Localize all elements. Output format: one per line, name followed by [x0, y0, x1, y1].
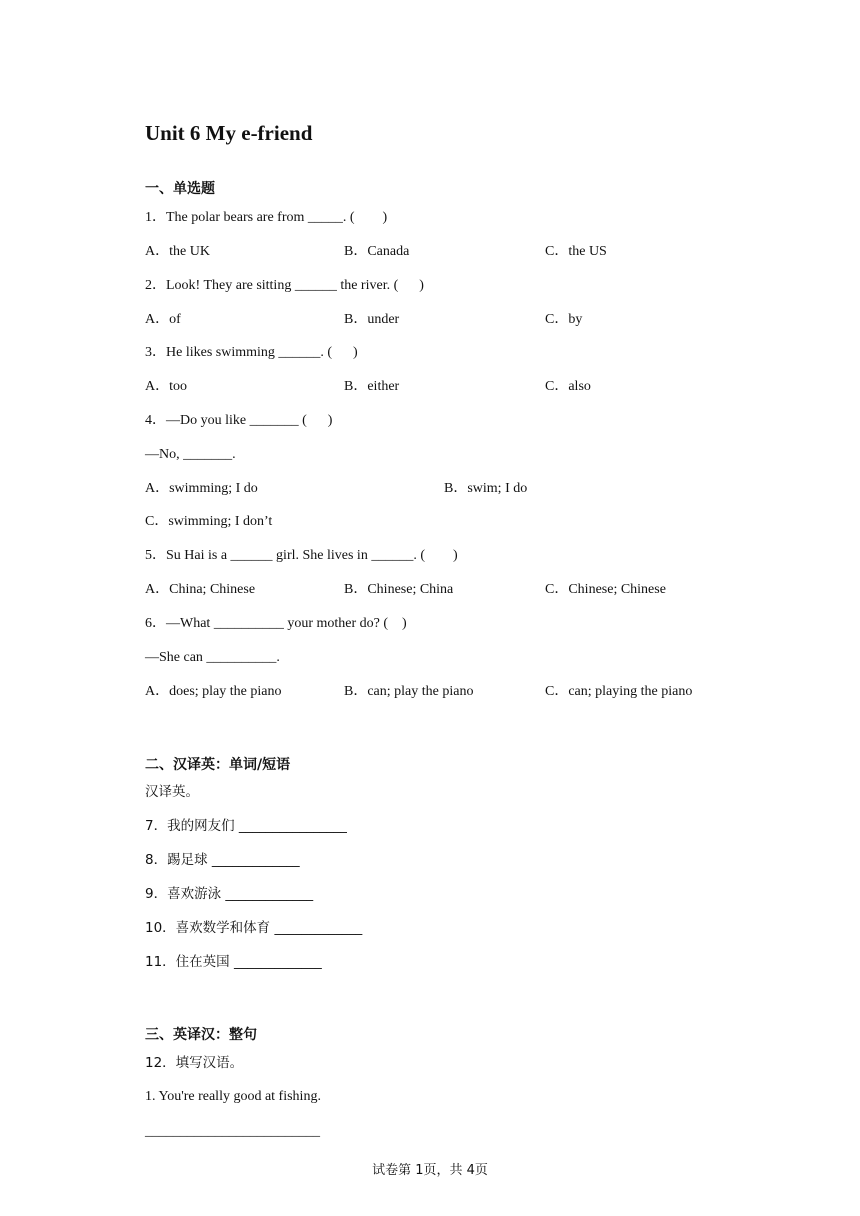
- question-6-stem: 6．—What __________ your mother do? ( ): [145, 616, 407, 631]
- question-4-option-b: B．swim; I do: [444, 481, 528, 496]
- question-9: 9．喜欢游泳 _____________: [145, 886, 314, 902]
- part2-instruction: 汉译英。: [145, 784, 199, 800]
- question-6-option-a: A．does; play the piano: [145, 684, 282, 699]
- page-title: Unit 6 My e-friend: [145, 121, 313, 145]
- question-1-option-a: A．the UK: [145, 244, 210, 259]
- question-3-option-c: C．also: [545, 379, 591, 394]
- question-4-stem: 4．—Do you like _______ ( ): [145, 413, 333, 428]
- answer-line: _________________________: [145, 1124, 320, 1139]
- question-4-option-a: A．swimming; I do: [145, 481, 258, 496]
- question-3-option-b: B．either: [344, 379, 400, 394]
- question-2-option-c: C．by: [545, 312, 583, 327]
- question-6-response: —She can __________.: [145, 650, 280, 665]
- section-heading-chinese-to-english: 二、汉译英：单词/短语: [145, 757, 291, 773]
- question-4-option-c: C．swimming; I don’t: [145, 514, 273, 529]
- question-5-option-b: B．Chinese; China: [344, 582, 454, 597]
- section-heading-single-choice: 一、单选题: [145, 181, 215, 197]
- question-2-option-b: B．under: [344, 312, 400, 327]
- question-7: 7．我的网友们 ________________: [145, 818, 347, 834]
- question-4-response: —No, _______.: [145, 447, 236, 462]
- question-2-stem: 2．Look! They are sitting ______ the river. ( ): [145, 278, 424, 293]
- question-5-option-a: A．China; Chinese: [145, 582, 256, 597]
- question-12-sentence-1: 1. You're really good at fishing.: [145, 1089, 321, 1104]
- question-3-stem: 3．He likes swimming ______. ( ): [145, 345, 358, 360]
- question-12: 12．填写汉语。: [145, 1055, 244, 1071]
- question-11: 11．住在英国 _____________: [145, 954, 322, 970]
- question-6-option-c: C．can; playing the piano: [545, 684, 693, 699]
- question-1-option-c: C．the US: [545, 244, 607, 259]
- section-heading-english-to-chinese: 三、英译汉：整句: [145, 1027, 257, 1043]
- question-5-option-c: C．Chinese; Chinese: [545, 582, 666, 597]
- question-6-option-b: B．can; play the piano: [344, 684, 474, 699]
- question-2-option-a: A．of: [145, 312, 181, 327]
- question-10: 10．喜欢数学和体育 _____________: [145, 920, 363, 936]
- page-footer: 试卷第 1页，共 4页: [372, 1163, 488, 1178]
- question-1-option-b: B．Canada: [344, 244, 410, 259]
- question-1-stem: 1．The polar bears are from _____. ( ): [145, 210, 388, 225]
- question-8: 8．踢足球 _____________: [145, 852, 300, 868]
- question-5-stem: 5．Su Hai is a ______ girl. She lives in ______. ( ): [145, 548, 458, 563]
- question-3-option-a: A．too: [145, 379, 187, 394]
